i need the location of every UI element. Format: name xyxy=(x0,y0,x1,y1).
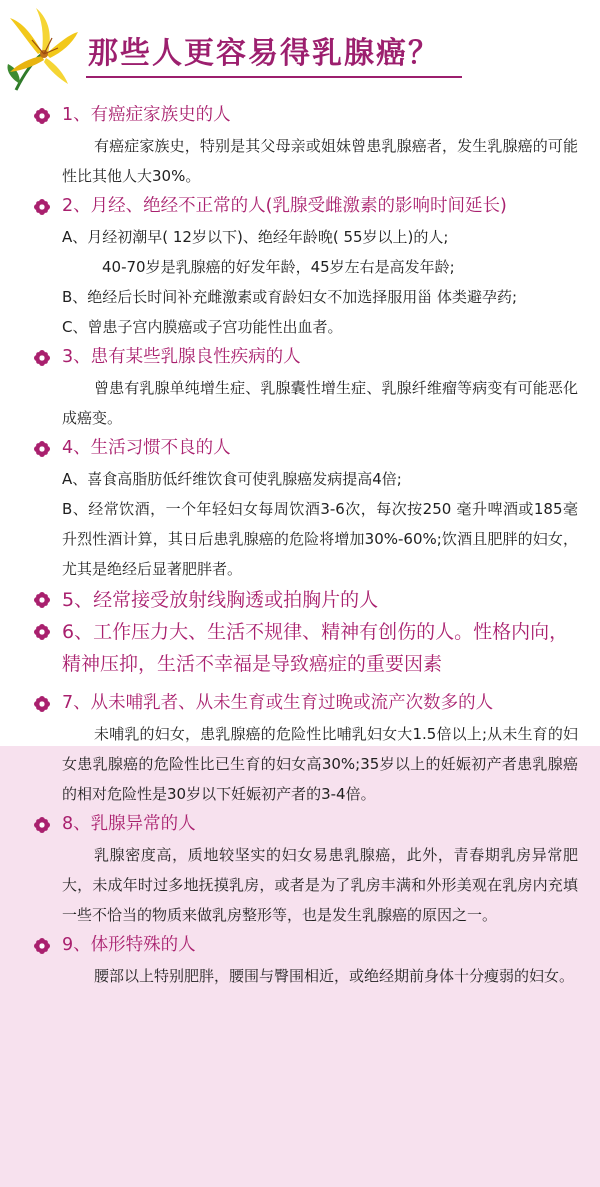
item-paragraph: A、月经初潮早( 12岁以下)、绝经年龄晚( 55岁以上)的人; xyxy=(62,228,449,246)
item-heading xyxy=(0,688,600,719)
title-underline xyxy=(86,76,462,78)
item-heading-text: 2、月经、绝经不正常的人(乳腺受雌激素的影响时间延长) xyxy=(62,196,507,216)
item-paragraph: 未哺乳的妇女，患乳腺癌的危险性比哺乳妇女大1.5倍以上;从未生育的妇女患乳腺癌的危险性比已生育的妇女高30%;35岁以上的妊娠初产者患乳腺癌的相对危险性是30岁以下妊娠初产者的3-4倍。 xyxy=(62,725,578,803)
item-paragraph: B、绝经后长时间补充雌激素或育龄妇女不加选择服用甾 体类避孕药; xyxy=(62,288,518,306)
item-body xyxy=(0,840,600,930)
item-heading xyxy=(0,616,600,680)
item-paragraph: 腰部以上特别肥胖，腰围与臀围相近，或绝经期前身体十分瘦弱的妇女。 xyxy=(94,967,575,985)
item-heading xyxy=(0,930,600,961)
list-item-4 xyxy=(0,433,600,584)
item-heading-text: 9、体形特殊的人 xyxy=(62,935,196,955)
item-heading xyxy=(0,809,600,840)
item-paragraph: 有癌症家族史，特别是其父母亲或姐妹曾患乳腺癌者，发生乳腺癌的可能性比其他人大30%。 xyxy=(62,137,578,185)
flower-bullet-icon xyxy=(34,938,50,954)
lily-flower-icon xyxy=(2,4,80,92)
flower-bullet-icon xyxy=(34,199,50,215)
list-item-6 xyxy=(0,616,600,680)
item-heading-text: 5、经常接受放射线胸透或拍胸片的人 xyxy=(62,589,379,611)
item-body xyxy=(0,373,600,433)
list-item-7 xyxy=(0,688,600,809)
item-body xyxy=(0,961,600,991)
item-heading xyxy=(0,342,600,373)
item-heading-text: 7、从未哺乳者、从未生育或生育过晚或流产次数多的人 xyxy=(62,693,494,713)
flower-bullet-icon xyxy=(34,696,50,712)
risk-list xyxy=(0,100,600,991)
item-heading xyxy=(0,100,600,131)
flower-bullet-icon xyxy=(34,108,50,124)
item-paragraph: 曾患有乳腺单纯增生症、乳腺囊性增生症、乳腺纤维瘤等病变有可能恶化成癌变。 xyxy=(62,379,578,427)
item-heading-text: 8、乳腺异常的人 xyxy=(62,814,196,834)
flower-bullet-icon xyxy=(34,592,50,608)
page-title: 那些人更容易得乳腺癌？ xyxy=(88,36,440,71)
item-heading-text: 6、工作压力大、生活不规律、精神有创伤的人。性格内向，精神压抑，生活不幸福是导致癌症的重要因素 xyxy=(62,621,569,675)
item-body xyxy=(0,131,600,191)
item-heading-text: 3、患有某些乳腺良性疾病的人 xyxy=(62,347,301,367)
item-body xyxy=(0,719,600,809)
item-body xyxy=(0,464,600,584)
item-heading xyxy=(0,584,600,616)
list-item-9 xyxy=(0,930,600,991)
item-paragraph: B、经常饮酒，一个年轻妇女每周饮酒3-6次，每次按250 毫升啤酒或185毫升烈性酒计算，其日后患乳腺癌的危险将增加30%-60%;饮酒且肥胖的妇女，尤其是绝经后显著肥胖者。 xyxy=(62,500,578,578)
list-item-5 xyxy=(0,584,600,616)
list-item-2 xyxy=(0,191,600,342)
item-heading xyxy=(0,191,600,222)
item-paragraph: C、曾患子宫内膜癌或子宫功能性出血者。 xyxy=(62,318,343,336)
item-paragraph: A、喜食高脂肪低纤维饮食可使乳腺癌发病提高4倍; xyxy=(62,470,402,488)
item-body xyxy=(0,222,600,342)
list-item-3 xyxy=(0,342,600,433)
flower-bullet-icon xyxy=(34,441,50,457)
item-heading-text: 1、有癌症家族史的人 xyxy=(62,105,231,125)
item-heading xyxy=(0,433,600,464)
item-paragraph: 40-70岁是乳腺癌的好发年龄，45岁左右是高发年龄; xyxy=(102,258,455,276)
flower-bullet-icon xyxy=(34,624,50,640)
list-item-8 xyxy=(0,809,600,930)
item-heading-text: 4、生活习惯不良的人 xyxy=(62,438,231,458)
header xyxy=(0,0,600,96)
flower-bullet-icon xyxy=(34,817,50,833)
list-item-1 xyxy=(0,100,600,191)
flower-bullet-icon xyxy=(34,350,50,366)
item-paragraph: 乳腺密度高，质地较坚实的妇女易患乳腺癌，此外，青春期乳房异常肥大，未成年时过多地抚摸乳房，或者是为了乳房丰满和外形美观在乳房内充填一些不恰当的物质来做乳房整形等，也是发生乳腺癌的原因之一。 xyxy=(62,846,578,924)
